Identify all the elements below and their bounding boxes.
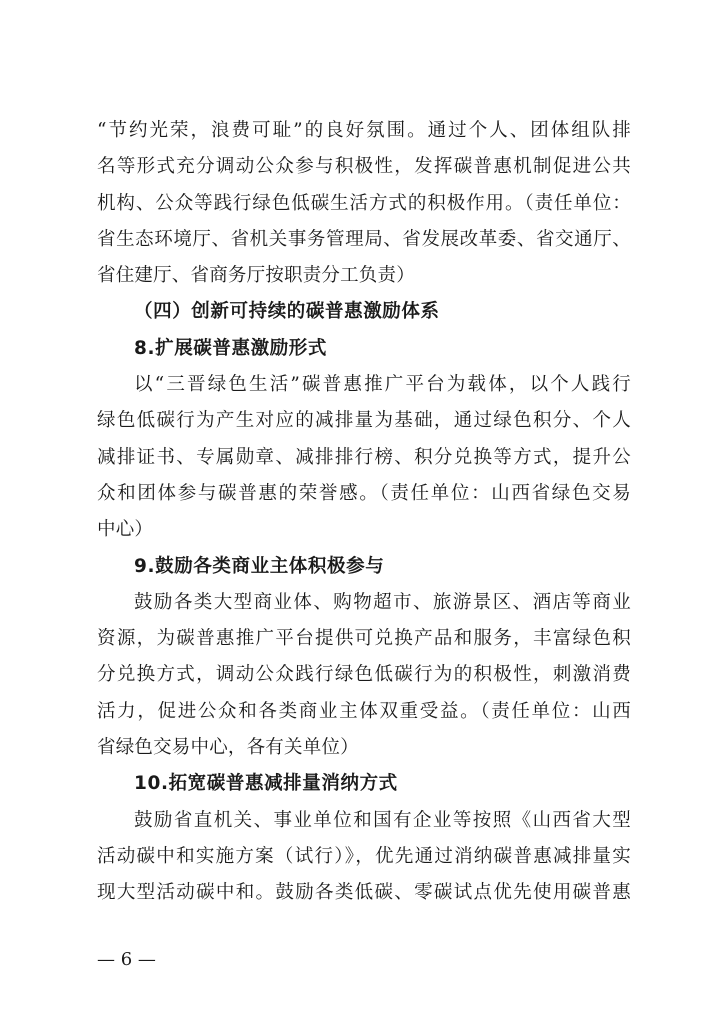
paragraph-line: 鼓励省直机关、事业单位和国有企业等按照《山西省大型 [134,809,631,831]
paragraph-line: 分兑换方式，调动公众践行绿色低碳行为的积极性，刺激消费 [97,664,631,686]
paragraph-line: 省生态环境厅、省机关事务管理局、省发展改革委、省交通厅、 [97,228,631,250]
paragraph-line: 省绿色交易中心，各有关单位） [97,737,359,759]
paragraph-line: 省住建厅、省商务厅按职责分工负责） [97,265,415,287]
paragraph-line: 名等形式充分调动公众参与积极性，发挥碳普惠机制促进公共 [97,156,631,178]
paragraph-line: 中心） [97,519,154,541]
paragraph-line: 活力，促进公众和各类商业主体双重受益。（责任单位：山西 [97,700,631,722]
paragraph-line: 活动碳中和实施方案（试行）》，优先通过消纳碳普惠减排量实 [97,845,631,867]
paragraph-line: “节约光荣，浪费可耻”的良好氛围。通过个人、团体组队排 [97,120,631,141]
item-heading: 9.鼓励各类商业主体积极参与 [134,555,385,577]
paragraph-line: 资源，为碳普惠推广平台提供可兑换产品和服务，丰富绿色积 [97,628,631,650]
item-heading: 10.拓宽碳普惠减排量消纳方式 [134,773,398,795]
item-heading: 8.扩展碳普惠激励形式 [134,337,328,359]
section-heading: （四）创新可持续的碳普惠激励体系 [134,301,440,323]
paragraph-line: 现大型活动碳中和。鼓励各类低碳、零碳试点优先使用碳普惠 [97,882,631,904]
paragraph-line: 机构、公众等践行绿色低碳生活方式的积极作用。（责任单位： [97,192,631,214]
page-number: — 6 — [97,949,156,970]
paragraph-line: 减排证书、专属勋章、减排排行榜、积分兑换等方式，提升公 [97,446,631,468]
paragraph-line: 众和团体参与碳普惠的荣誉感。（责任单位：山西省绿色交易 [97,482,631,504]
paragraph-line: 以“三晋绿色生活”碳普惠推广平台为载体，以个人践行 [134,374,631,396]
document-body [97,113,631,912]
paragraph-line: 鼓励各类大型商业体、购物超市、旅游景区、酒店等商业 [134,591,631,613]
paragraph-line: 绿色低碳行为产生对应的减排量为基础，通过绿色积分、个人 [97,410,631,432]
